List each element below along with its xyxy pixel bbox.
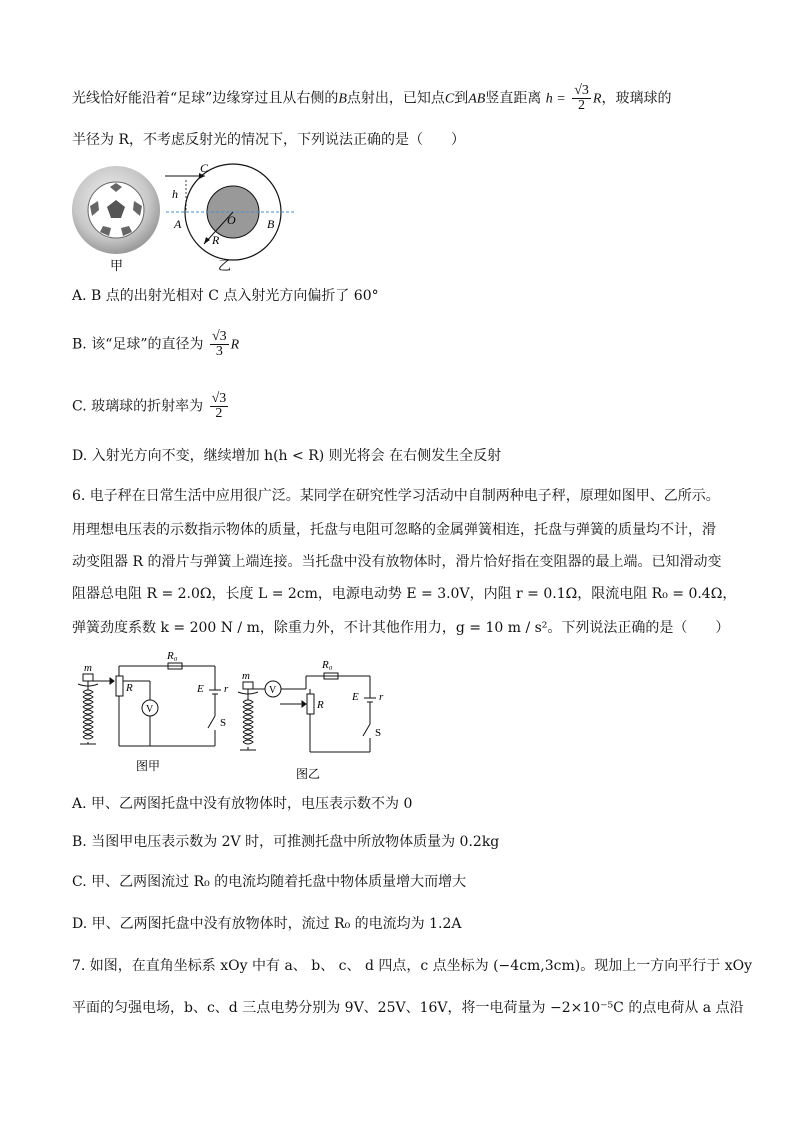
fig-yi-label: 乙 [218,258,232,273]
q6-stem-line3: 动变阻器 R 的滑片与弹簧上端连接。当托盘中没有放物体时，滑片恰好指在变阻器的最上端。已知滑动变 [72,554,722,570]
q6-circuit-figures [70,646,390,786]
label-C: C [200,161,209,175]
q5-option-a: A. B 点的出射光相对 C 点入射光方向偏折了 60° [72,288,379,304]
cross-section-figure [165,164,294,260]
q5-option-d: D. 入射光方向不变，继续增加 h(h < R) 则光将会 在右侧发生全反射 [72,448,502,464]
yi-voltmeter: V [269,685,277,696]
q6-option-b: B. 当图甲电压表示数为 2V 时，可推测托盘中所放物体质量为 0.2kg [72,834,500,850]
jia-label-E: E [197,683,204,695]
yi-label-S: S [375,727,382,739]
circuit-yi [238,673,376,752]
fig-yi-caption: 图乙 [296,767,321,781]
q7-stem-line2: 平面的匀强电场，b、c、d 三点电势分别为 9V、25V、16V，将一电荷量为 −2×10⁻⁵C 的点电荷从 a 点沿 [72,1000,744,1016]
jia-label-m: m [84,662,92,674]
q6-option-c: C. 甲、乙两图流过 R₀ 的电流均随着托盘中物体质量增大而增大 [72,874,467,890]
label-O: O [227,213,236,227]
q6-stem-line1: 6. 电子秤在日常生活中应用很广泛。某同学在研究性学习活动中自制两种电子秤，原理如图甲、乙所示。 [72,488,720,504]
q5-option-c: C. 玻璃球的折射率为 $\frac{√3}{2}$ [72,391,227,421]
q5-stem-line2: 半径为 R，不考虑反射光的情况下，下列说法正确的是（ ） [72,132,465,148]
jia-label-r: r [224,683,229,695]
label-h: h [172,187,178,201]
q6-stem-line4: 阻器总电阻 R = 2.0Ω，长度 L = 2cm，电源电动势 E = 3.0V，内阻 r = 0.1Ω，限流电阻 R₀ = 0.4Ω， [72,586,737,602]
jia-label-R0: R₀ [167,650,178,662]
q7-stem-line1: 7. 如图，在直角坐标系 xOy 中有 a、 b、 c、 d 四点，c 点坐标为 (−4cm,3cm)。现加上一方向平行于 xOy [72,958,752,974]
yi-label-r: r [379,691,384,703]
yi-label-E: E [352,691,359,703]
label-R: R [212,233,220,247]
q5-stem-line1: 光线恰好能沿着“足球”边缘穿过且从右侧的B点射出，已知点C到AB竖直距离 h = $\frac{√3}{2}$ R，玻璃球的 [72,83,672,113]
yi-label-R0: R₀ [322,659,333,671]
label-B: B [267,217,275,231]
yi-label-R: R [317,699,324,711]
fig-jia-caption: 图甲 [136,759,161,773]
jia-label-R: R [126,682,133,694]
q5-option-b: B. 该“足球”的直径为 $\frac{√3}{3}$ R [72,329,240,359]
yi-label-m: m [242,670,250,682]
q6-option-a: A. 甲、乙两图托盘中没有放物体时，电压表示数不为 0 [72,796,413,812]
fig-jia-label: 甲 [110,258,124,273]
q6-stem-line2: 用理想电压表的示数指示物体的质量，托盘与电阻可忽略的金属弹簧相连，托盘与弹簧的质量均不计，滑 [72,522,716,538]
q5-figure [70,158,300,278]
q6-stem-line5: 弹簧劲度系数 k = 200 N / m，除重力外，不计其他作用力，g = 10 m / s²。下列说法正确的是（ ） [72,620,730,636]
jia-voltmeter: V [146,704,154,715]
q6-option-d: D. 甲、乙两图托盘中没有放物体时，流过 R₀ 的电流均为 1.2A [72,916,462,932]
glass-ball-figure [72,166,160,254]
jia-label-S: S [220,717,227,729]
label-A: A [174,217,182,231]
